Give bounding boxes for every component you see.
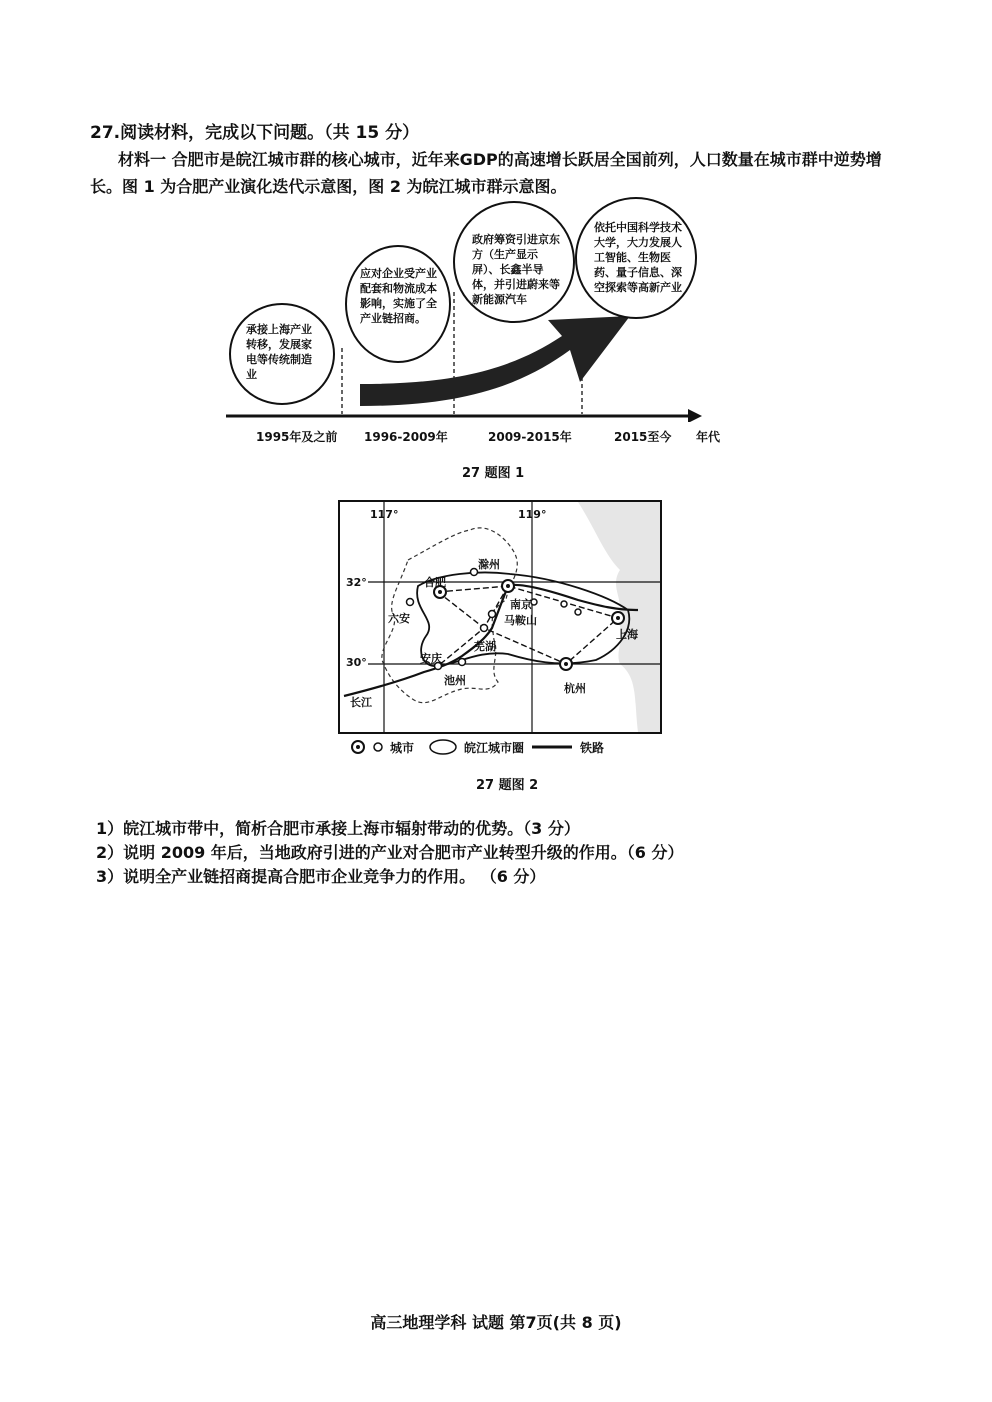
- page-footer: 高三地理学科 试题 第7页(共 8 页): [370, 1313, 622, 1332]
- label-shanghai: 上海: [616, 628, 638, 641]
- period-1: 1995年及之前: [256, 430, 338, 444]
- city-marker-chuzhou: [471, 569, 478, 576]
- railway-legend-icon: [530, 742, 574, 752]
- legend-railway-label: 铁路: [580, 740, 605, 755]
- label-lon-119: 119°: [518, 508, 547, 521]
- legend-region-label: 皖江城市圈: [464, 740, 525, 755]
- sub-question-1: 1）皖江城市带中，简析合肥市承接上海市辐射带动的优势。（3 分）: [96, 819, 580, 838]
- bubble-4-text: 依托中国科学技术大学，大力发展人工智能、生物医药、量子信息、深空探索等高新产业: [594, 221, 682, 294]
- city-marker-hangzhou: [560, 658, 572, 670]
- bubble-1-text: 承接上海产业转移，发展家电等传统制造业: [246, 323, 312, 381]
- city-marker-shanghai: [612, 612, 624, 624]
- period-3: 2009-2015年: [488, 430, 572, 444]
- figure-1-caption: 27 题图 1: [462, 466, 525, 481]
- sub-question-3: 3）说明全产业链招商提高合肥市企业竞争力的作用。 （6 分）: [96, 867, 546, 886]
- city-marker-other-2: [575, 609, 581, 615]
- axis-label: 年代: [696, 430, 721, 444]
- city-cluster-map: [338, 500, 662, 736]
- city-marker-wuhu: [481, 625, 488, 632]
- label-hefei: 合肥: [424, 576, 446, 589]
- figure-2-caption: 27 题图 2: [476, 778, 539, 793]
- city-legend-icon: [350, 739, 366, 755]
- label-lon-117: 117°: [370, 508, 399, 521]
- figure-2: [338, 500, 662, 736]
- period-4: 2015至今: [614, 430, 672, 444]
- bubble-2-text: 应对企业受产业配套和物流成本影响，实施了全产业链招商。: [360, 267, 437, 325]
- city-marker-chizhou: [459, 659, 466, 666]
- city-marker-luan: [407, 599, 414, 606]
- map-legend: [350, 738, 604, 756]
- label-chizhou: 池州: [444, 674, 466, 687]
- label-wuhu: 芜湖: [474, 640, 496, 653]
- bubble-3-text: 政府筹资引进京东方（生产显示屏）、长鑫半导体，并引进蔚来等新能源汽车: [472, 233, 560, 306]
- small-city-legend-icon: [372, 741, 384, 753]
- label-lat-30: 30°: [346, 656, 367, 669]
- label-lat-32: 32°: [346, 576, 367, 589]
- timeline-arrowhead: [688, 409, 702, 422]
- city-marker-nanjing: [502, 580, 514, 592]
- figure-1: [218, 192, 738, 452]
- label-luan: 六安: [388, 612, 410, 625]
- label-anqing: 安庆: [420, 652, 442, 665]
- material-text: 材料一 合肥市是皖江城市群的核心城市，近年来GDP的高速增长跃居全国前列，人口数量在城市群中逆势增长。图 1 为合肥产业演化迭代示意图，图 2 为皖江城市群示意图。: [90, 150, 882, 196]
- question-title: 27.阅读材料，完成以下问题。（共 15 分）: [90, 123, 420, 143]
- city-marker-other-1: [561, 601, 567, 607]
- region-legend-icon: [428, 738, 458, 756]
- label-yangtze: 长江: [350, 696, 372, 709]
- legend-city-label: 城市: [390, 740, 415, 755]
- label-hangzhou: 杭州: [564, 682, 586, 695]
- label-nanjing: 南京: [510, 598, 532, 611]
- label-chuzhou: 滁州: [478, 558, 500, 571]
- city-marker-maanshan: [489, 611, 496, 618]
- sub-question-2: 2）说明 2009 年后，当地政府引进的产业对合肥市产业转型升级的作用。（6 分）: [96, 843, 684, 862]
- period-2: 1996-2009年: [364, 430, 448, 444]
- label-maanshan: 马鞍山: [504, 614, 537, 627]
